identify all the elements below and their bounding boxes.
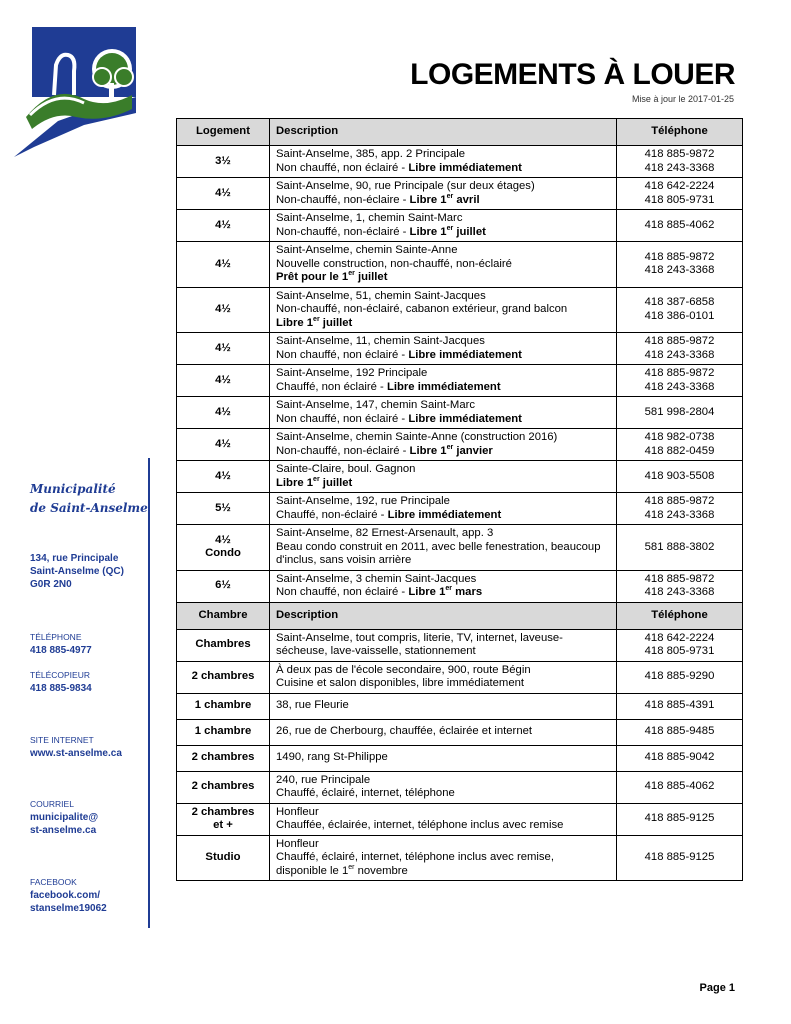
description-text: Saint-Anselme, 1, chemin Saint-Marc <box>276 212 463 224</box>
unit-type: 5½ <box>215 501 231 514</box>
description-line <box>276 664 610 678</box>
phone-number: 418 882-0459 <box>644 444 715 457</box>
phone-number: 418 642-2224 <box>644 631 715 644</box>
description-line <box>276 349 610 363</box>
phone-number: 418 243-3368 <box>644 508 715 521</box>
table-row <box>177 803 743 835</box>
description-text: Chauffée, éclairée, internet, téléphone inclus avec remise <box>276 819 564 831</box>
ordinal-suffix: er <box>313 475 320 483</box>
description-text: Non chauffé, non éclairé - <box>276 586 409 598</box>
availability-text: Libre 1 <box>409 225 447 238</box>
description-line <box>276 477 610 491</box>
description-text: Non-chauffé, non-éclairé - <box>276 444 410 457</box>
unit-type: 6½ <box>215 579 231 592</box>
description-text: Non chauffé, non éclairé - <box>276 348 409 361</box>
description-text: d'inclus, sans voisin arrière <box>276 554 412 566</box>
table-row <box>177 525 743 571</box>
description-cell <box>270 745 617 771</box>
unit-type: 2 chambres <box>191 805 255 818</box>
description-line <box>276 787 610 801</box>
description-line <box>276 381 610 395</box>
description-text: Honfleur <box>276 837 319 850</box>
table-row <box>177 693 743 719</box>
phone-number: 418 885-9872 <box>644 250 715 263</box>
description-cell <box>270 693 617 719</box>
unit-type: 4½ <box>215 437 231 450</box>
unit-type-cell <box>177 287 270 333</box>
phone-number: 418 885-9872 <box>644 367 715 379</box>
website-block <box>30 734 122 760</box>
unit-type: 4½ <box>215 186 231 199</box>
table-row <box>177 242 743 288</box>
unit-type: et + <box>213 819 233 831</box>
description-text: Non-chauffé, non-éclaire - <box>276 193 410 206</box>
municipality-name <box>30 480 148 518</box>
address-line3: G0R 2N0 <box>30 579 72 590</box>
description-text: Saint-Anselme, 90, rue Principale (sur deux étages) <box>276 180 535 192</box>
description-line <box>276 751 610 765</box>
description-text: Chauffé, éclairé, internet, téléphone inclus avec remise, <box>276 851 554 863</box>
description-text: Saint-Anselme, 192 Principale <box>276 367 428 379</box>
description-text: Cuisine et salon disponibles, libre immédiatement <box>276 677 525 689</box>
description-cell <box>270 629 617 661</box>
unit-type-cell <box>177 210 270 242</box>
description-text: 240, rue Principale <box>276 773 371 786</box>
phone-cell <box>617 146 743 178</box>
description-line <box>276 148 610 162</box>
phone-cell <box>617 771 743 803</box>
email-link-line1[interactable]: municipalite@ <box>30 812 99 823</box>
availability-text: mars <box>451 586 483 598</box>
phone-number: 418 885-9872 <box>644 148 715 160</box>
phone-cell <box>617 461 743 493</box>
phone-number: 418 805-9731 <box>644 193 715 206</box>
description-text: Chauffé, non-éclairé - <box>276 508 388 521</box>
description-line <box>276 194 610 208</box>
table-row <box>177 287 743 333</box>
unit-type: 2 chambres <box>191 751 255 764</box>
table-row <box>177 333 743 365</box>
table-row <box>177 771 743 803</box>
availability-text: Libre 1 <box>408 586 446 598</box>
description-cell <box>270 570 617 602</box>
description-line <box>276 335 610 349</box>
table-header-row <box>177 119 743 146</box>
phone-label: TÉLÉPHONE <box>30 632 82 642</box>
table-row <box>177 397 743 429</box>
email-label: COURRIEL <box>30 799 74 809</box>
ordinal-suffix: er <box>446 192 454 200</box>
phone-number: 418 885-9872 <box>644 495 715 507</box>
phone-cell <box>617 397 743 429</box>
phone-number: 418 885-4062 <box>644 218 715 231</box>
description-line <box>276 303 610 317</box>
fax-label: TÉLÉCOPIEUR <box>30 670 90 680</box>
phone-number: 581 888-3802 <box>644 540 715 553</box>
phone-number: 418 903-5508 <box>644 469 715 482</box>
column-header-logement: Logement <box>177 119 270 146</box>
phone-cell <box>617 210 743 242</box>
fax-value: 418 885-9834 <box>30 683 92 694</box>
availability-text: Libre 1 <box>409 444 447 457</box>
unit-type: 4½ <box>215 373 231 386</box>
unit-type-cell <box>177 178 270 210</box>
description-cell <box>270 719 617 745</box>
table-row <box>177 178 743 210</box>
unit-type: 1 chambre <box>194 699 252 712</box>
description-line <box>276 495 610 509</box>
phone-cell <box>617 661 743 693</box>
table-row <box>177 661 743 693</box>
description-line <box>276 851 610 865</box>
description-cell <box>270 493 617 525</box>
availability-text: Libre 1 <box>276 316 314 329</box>
description-text: Saint-Anselme, 82 Ernest-Arsenault, app. 3 <box>276 527 494 539</box>
phone-number: 418 243-3368 <box>644 264 715 277</box>
description-line <box>276 431 610 445</box>
phone-cell <box>617 242 743 288</box>
address-line1: 134, rue Principale <box>30 553 119 564</box>
description-text: Chauffé, éclairé, internet, téléphone <box>276 787 455 799</box>
phone-number: 418 387-6858 <box>644 296 715 309</box>
phone-cell <box>617 178 743 210</box>
description-line <box>276 271 610 285</box>
description-line <box>276 865 610 879</box>
unit-type-cell <box>177 629 270 661</box>
description-line <box>276 445 610 459</box>
description-cell <box>270 333 617 365</box>
unit-type: 4½ <box>215 469 231 482</box>
description-line <box>276 819 610 833</box>
table-subheader-row <box>177 602 743 629</box>
phone-cell <box>617 803 743 835</box>
description-text: Saint-Anselme, chemin Sainte-Anne <box>276 244 458 256</box>
address-line2: Saint-Anselme (QC) <box>30 566 124 577</box>
description-cell <box>270 146 617 178</box>
phone-cell <box>617 429 743 461</box>
table-row <box>177 835 743 881</box>
phone-number: 418 885-4391 <box>644 699 715 712</box>
description-line <box>276 413 610 427</box>
facebook-label: FACEBOOK <box>30 877 77 887</box>
unit-type-cell <box>177 771 270 803</box>
description-cell <box>270 365 617 397</box>
unit-type-cell <box>177 661 270 693</box>
description-line <box>276 586 610 600</box>
phone-cell <box>617 333 743 365</box>
description-cell <box>270 242 617 288</box>
unit-type-cell <box>177 146 270 178</box>
facebook-link-line1[interactable]: facebook.com/ <box>30 890 101 901</box>
description-line <box>276 774 610 788</box>
ordinal-suffix: er <box>348 863 355 871</box>
description-line <box>276 509 610 523</box>
description-text: Saint-Anselme, chemin Sainte-Anne (construction 2016) <box>276 431 558 443</box>
ordinal-suffix: er <box>313 315 320 323</box>
description-line <box>276 399 610 413</box>
phone-number: 418 885-9125 <box>644 812 715 825</box>
availability-text: avril <box>453 193 480 206</box>
ordinal-suffix: er <box>446 224 454 232</box>
description-line <box>276 632 610 646</box>
column-header-telephone: Téléphone <box>617 602 743 629</box>
update-date: Mise à jour le 2017-01-25 <box>631 94 734 104</box>
table-row <box>177 210 743 242</box>
phone-number: 418 885-9290 <box>644 670 715 683</box>
description-line <box>276 527 610 541</box>
description-text: Saint-Anselme, 192, rue Principale <box>276 495 450 507</box>
phone-cell <box>617 835 743 881</box>
description-line <box>276 226 610 240</box>
table-row <box>177 429 743 461</box>
description-line <box>276 806 610 820</box>
unit-type: 4½ <box>215 533 231 546</box>
description-text: Chauffé, non éclairé - <box>276 380 387 393</box>
unit-type: Chambres <box>195 638 251 651</box>
phone-number: 418 243-3368 <box>644 380 715 393</box>
ordinal-suffix: er <box>445 585 452 593</box>
description-text: Saint-Anselme, 147, chemin Saint-Marc <box>276 399 476 411</box>
description-cell <box>270 397 617 429</box>
unit-type-cell <box>177 461 270 493</box>
phone-cell <box>617 570 743 602</box>
page-number: Page 1 <box>699 982 735 994</box>
table-row <box>177 629 743 661</box>
column-header-description: Description <box>270 602 617 629</box>
description-line <box>276 838 610 852</box>
description-text: Saint-Anselme, 11, chemin Saint-Jacques <box>276 335 485 347</box>
unit-type-cell <box>177 719 270 745</box>
sidebar-divider <box>148 458 150 928</box>
unit-type: 4½ <box>215 218 231 231</box>
unit-type-cell <box>177 570 270 602</box>
phone-cell <box>617 287 743 333</box>
email-block <box>30 798 98 837</box>
phone-number: 418 642-2224 <box>644 180 715 192</box>
description-line <box>276 367 610 381</box>
description-line <box>276 258 610 272</box>
availability-text: juillet <box>319 316 353 329</box>
ordinal-suffix: er <box>446 443 454 451</box>
description-cell <box>270 835 617 881</box>
table-row <box>177 146 743 178</box>
phone-number: 418 885-4062 <box>644 780 715 793</box>
phone-cell <box>617 525 743 571</box>
description-cell <box>270 771 617 803</box>
rentals-table <box>176 118 743 881</box>
phone-number: 418 243-3368 <box>644 161 715 174</box>
phone-number: 418 885-9485 <box>644 725 715 738</box>
address-block <box>30 552 124 591</box>
availability-text: juillet <box>319 476 353 489</box>
phone-number: 418 885-9125 <box>644 851 715 863</box>
description-line <box>276 554 610 568</box>
phone-cell <box>617 745 743 771</box>
description-text: Saint-Anselme, 385, app. 2 Principale <box>276 148 466 160</box>
description-line <box>276 212 610 226</box>
phone-cell <box>617 719 743 745</box>
availability-text: juillet <box>354 271 388 283</box>
unit-type-cell <box>177 745 270 771</box>
unit-type: 1 chambre <box>194 725 252 738</box>
unit-type: 3½ <box>215 154 231 167</box>
description-cell <box>270 661 617 693</box>
unit-type-cell <box>177 835 270 881</box>
availability-text: Libre immédiatement <box>408 348 522 361</box>
phone-number: 418 386-0101 <box>644 309 715 322</box>
description-cell <box>270 210 617 242</box>
website-label: SITE INTERNET <box>30 735 94 745</box>
description-text: Saint-Anselme, 51, chemin Saint-Jacques <box>276 289 486 302</box>
description-text: Non-chauffé, non-éclairé, cabanon extérieur, grand balcon <box>276 303 568 315</box>
phone-number: 418 243-3368 <box>644 586 715 598</box>
phone-number: 418 885-9872 <box>644 572 715 585</box>
unit-type: 4½ <box>215 405 231 418</box>
municipality-line1: Municipalité <box>30 482 116 496</box>
phone-cell <box>617 365 743 397</box>
description-line <box>276 541 610 555</box>
description-cell <box>270 429 617 461</box>
phone-number: 418 243-3368 <box>644 348 715 361</box>
description-text: Sainte-Claire, boul. Gagnon <box>276 463 416 475</box>
description-line <box>276 573 610 587</box>
table-row <box>177 365 743 397</box>
phone-number: 418 885-9042 <box>644 751 715 764</box>
column-header-chambre: Chambre <box>177 602 270 629</box>
email-link-line2[interactable]: st-anselme.ca <box>30 825 97 836</box>
description-line <box>276 244 610 258</box>
unit-type-cell <box>177 365 270 397</box>
website-link[interactable]: www.st-anselme.ca <box>30 748 122 759</box>
page-title: LOGEMENTS À LOUER <box>410 58 735 91</box>
description-cell <box>270 178 617 210</box>
unit-type-cell <box>177 525 270 571</box>
municipal-logo <box>14 25 154 160</box>
facebook-link-line2[interactable]: stanselme19062 <box>30 903 107 914</box>
fax-block <box>30 669 92 695</box>
facebook-block <box>30 876 107 915</box>
phone-number: 418 805-9731 <box>644 645 715 657</box>
phone-cell <box>617 493 743 525</box>
description-cell <box>270 803 617 835</box>
description-line <box>276 463 610 477</box>
description-text: novembre <box>354 864 408 877</box>
description-text: Nouvelle construction, non-chauffé, non-éclairé <box>276 257 512 270</box>
unit-type-cell <box>177 333 270 365</box>
phone-cell <box>617 629 743 661</box>
unit-type: 4½ <box>215 341 231 354</box>
unit-type-cell <box>177 693 270 719</box>
description-text: Non chauffé, non éclairé - <box>276 161 409 174</box>
unit-type-cell <box>177 429 270 461</box>
description-line <box>276 180 610 194</box>
description-line <box>276 317 610 331</box>
description-cell <box>270 525 617 571</box>
unit-type: Studio <box>205 851 241 863</box>
table-row <box>177 745 743 771</box>
availability-text: Libre 1 <box>276 476 314 489</box>
description-text: sécheuse, lave-vaisselle, stationnement <box>276 645 476 657</box>
description-line <box>276 290 610 304</box>
description-line <box>276 699 610 713</box>
table-row <box>177 719 743 745</box>
description-text: 38, rue Fleurie <box>276 699 349 712</box>
description-cell <box>270 461 617 493</box>
phone-number: 418 982-0738 <box>644 431 715 443</box>
description-text: Beau condo construit en 2011, avec belle fenestration, beaucoup <box>276 540 601 553</box>
availability-text: Libre 1 <box>409 193 447 206</box>
municipality-line2: de Saint-Anselme <box>30 501 148 515</box>
unit-type-cell <box>177 803 270 835</box>
description-text: Non chauffé, non éclairé - <box>276 412 409 425</box>
availability-text: Libre immédiatement <box>408 161 522 174</box>
availability-text: janvier <box>453 444 493 457</box>
table-row <box>177 570 743 602</box>
description-cell <box>270 287 617 333</box>
unit-type: 2 chambres <box>191 780 255 793</box>
column-header-telephone: Téléphone <box>617 119 743 146</box>
description-text: disponible le 1 <box>276 864 349 877</box>
availability-text: Libre immédiatement <box>408 412 522 425</box>
phone-cell <box>617 693 743 719</box>
unit-type: 2 chambres <box>191 670 255 683</box>
ordinal-suffix: er <box>348 270 355 278</box>
availability-text: Libre immédiatement <box>386 380 501 393</box>
description-line <box>276 162 610 176</box>
description-text: 26, rue de Cherbourg, chauffée, éclairée et internet <box>276 725 533 738</box>
unit-type-cell <box>177 397 270 429</box>
description-text: À deux pas de l'école secondaire, 900, route Bégin <box>276 663 531 676</box>
phone-value: 418 885-4977 <box>30 645 92 656</box>
description-line <box>276 725 610 739</box>
description-text: Saint-Anselme, 3 chemin Saint-Jacques <box>276 572 477 585</box>
unit-type-cell <box>177 242 270 288</box>
phone-block <box>30 631 92 657</box>
column-header-description: Description <box>270 119 617 146</box>
unit-type: Condo <box>205 547 241 560</box>
description-text: 1490, rang St-Philippe <box>276 751 388 764</box>
phone-number: 418 885-9872 <box>644 335 715 347</box>
description-line <box>276 645 610 659</box>
availability-text: Libre immédiatement <box>387 508 502 521</box>
table-row <box>177 461 743 493</box>
unit-type: 4½ <box>215 303 231 315</box>
availability-text: Prêt pour le 1 <box>276 271 349 283</box>
unit-type: 4½ <box>215 257 231 270</box>
phone-number: 581 998-2804 <box>644 405 715 418</box>
description-text: Saint-Anselme, tout compris, literie, TV, internet, laveuse- <box>276 631 563 644</box>
table-row <box>177 493 743 525</box>
description-text: Non-chauffé, non-éclairé - <box>276 225 410 238</box>
description-text: Honfleur <box>276 805 319 818</box>
description-line <box>276 677 610 691</box>
unit-type-cell <box>177 493 270 525</box>
availability-text: juillet <box>453 225 486 238</box>
